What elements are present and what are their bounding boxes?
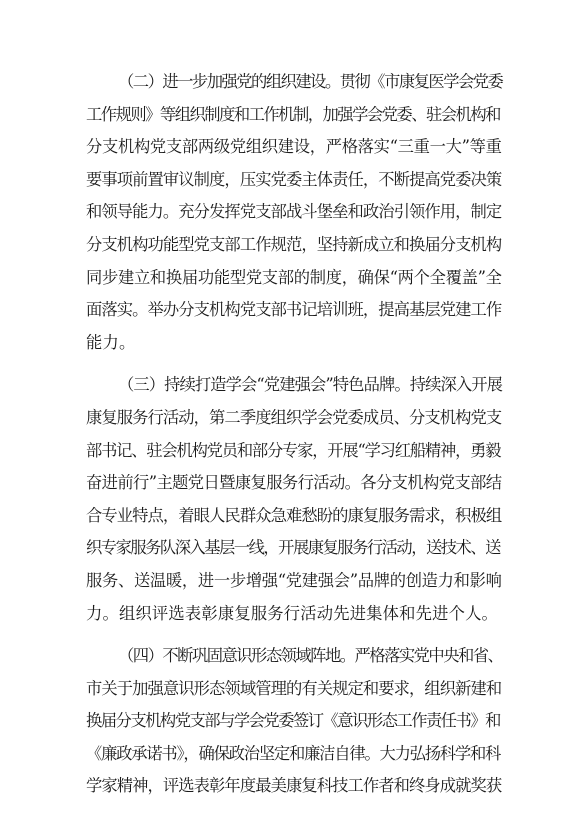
text-line: 分支机构党支部两级党组织建设，严格落实“三重一大”等重 bbox=[86, 137, 502, 157]
text-line: 面落实。举办分支机构党支部书记培训班，提高基层党建工作 bbox=[86, 300, 502, 320]
paragraph-organization-building bbox=[86, 66, 502, 359]
text-line: 工作规则》等组织制度和工作机制，加强学会党委、驻会机构和 bbox=[86, 104, 500, 124]
text-line: 学家精神，评选表彰年度最美康复科技工作者和终身成就奖获 bbox=[86, 776, 502, 796]
paragraph-ideology bbox=[86, 640, 502, 803]
text-line: 合专业特点，着眼人民群众急难愁盼的康复服务需求，积极组 bbox=[86, 505, 502, 525]
text-line: （四）不断巩固意识形态领域阵地。严格落实党中央和省、 bbox=[118, 646, 503, 666]
text-line: 同步建立和换届功能型党支部的制度，确保“两个全覆盖”全 bbox=[86, 267, 502, 287]
text-line: 部书记、驻会机构党员和部分专家，开展“学习红船精神，勇毅 bbox=[86, 440, 501, 460]
text-line: 市关于加强意识形态领域管理的有关规定和要求，组织新建和 bbox=[86, 678, 502, 698]
text-line: 服务、送温暖，进一步增强“党建强会”品牌的创造力和影响 bbox=[86, 570, 502, 590]
text-line: 奋进前行”主题党日暨康复服务行活动。各分支机构党支部结 bbox=[86, 473, 502, 493]
text-line: 换届分支机构党支部与学会党委签订《意识形态工作责任书》和 bbox=[86, 711, 500, 731]
text-line: 能力。 bbox=[86, 332, 136, 352]
text-line: 《廉政承诺书》，确保政治坚定和廉洁自律。大力弘扬科学和科 bbox=[86, 743, 501, 763]
paragraph-party-brand bbox=[86, 369, 502, 630]
text-line: 要事项前置审议制度，压实党委主体责任，不断提高党委决策 bbox=[86, 169, 502, 189]
text-line: 分支机构功能型党支部工作规范，坚持新成立和换届分支机构 bbox=[86, 234, 502, 254]
text-line: 康复服务行活动，第二季度组织学会党委成员、分支机构党支 bbox=[86, 407, 502, 427]
text-line: （二）进一步加强党的组织建设。贯彻《市康复医学会党委 bbox=[118, 72, 503, 91]
text-line: （三）持续打造学会“党建强会”特色品牌。持续深入开展 bbox=[118, 375, 503, 395]
document-body bbox=[86, 66, 502, 813]
text-line: 和领导能力。充分发挥党支部战斗堡垒和政治引领作用，制定 bbox=[86, 202, 502, 222]
text-line: 力。组织评选表彰康复服务行活动先进集体和先进个人。 bbox=[86, 603, 499, 623]
text-line: 织专家服务队深入基层一线，开展康复服务行活动，送技术、送 bbox=[86, 538, 500, 558]
